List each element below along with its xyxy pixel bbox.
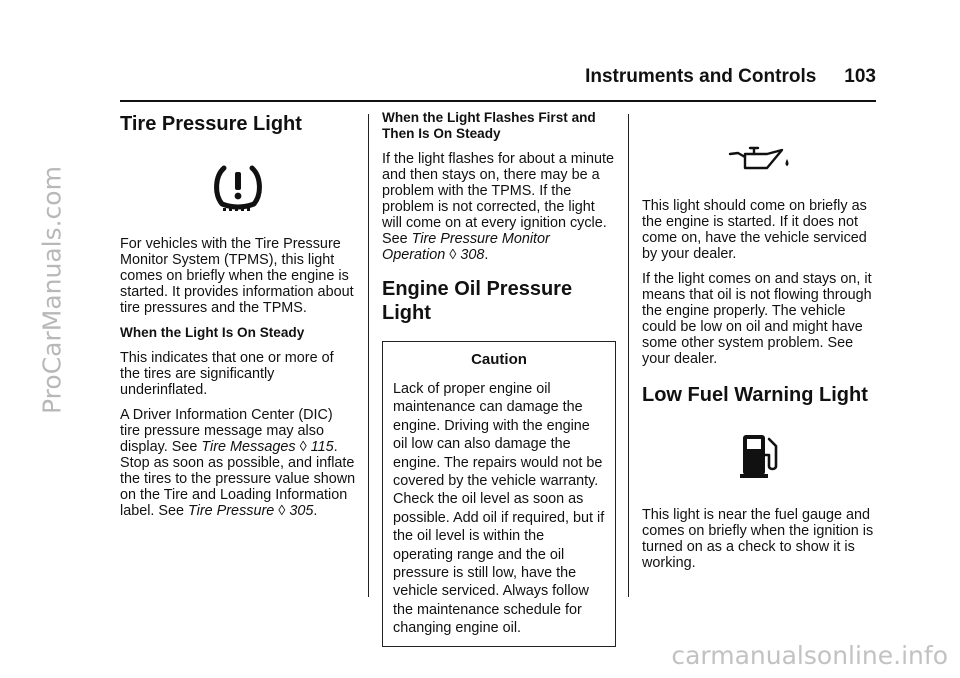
tire-messages-link[interactable]: Tire Messages <box>201 439 296 455</box>
tpms-operation-link[interactable]: Tire Pressure Monitor Operation <box>382 231 550 263</box>
ref-symbol: ◊ <box>449 247 457 263</box>
tire-pressure-icon-wrap <box>120 164 356 212</box>
steady-light-subheading: When the Light Is On Steady <box>120 325 305 340</box>
dic-text-end: . <box>313 503 318 519</box>
column-3 <box>642 110 878 580</box>
oil-light-steady: If the light comes on and stays on, it means that oil is not flowing through the engine properly. The vehicle could be low on oil and might have some other system problem. See your dealer. <box>642 271 872 367</box>
column-1 <box>120 110 356 528</box>
caution-text: Lack of proper engine oil maintenance can damage the engine. Driving with the engine oil low can also damage the engine. The repairs would not be covered by the vehicle warranty. Check the oil level as soon as possible. Add oil if required, but if the oil level is within the operating range and the oil pressure is still low, have the vehicle serviced. Always follow the maintenance schedule for changing engine oil. <box>393 381 605 637</box>
steady-light-text: This indicates that one or more of the tires are significantly underinflated. <box>120 350 334 398</box>
tire-pressure-link[interactable]: Tire Pressure <box>188 503 275 519</box>
bottom-watermark: carmanualsonline.info <box>671 641 948 670</box>
fuel-pump-icon <box>739 433 781 479</box>
page-header <box>120 66 876 88</box>
header-rule <box>120 100 876 102</box>
tpms-operation-page-ref[interactable]: 308 <box>460 247 485 263</box>
flashes-text-end: . <box>484 247 489 263</box>
ref-symbol: ◊ <box>278 503 286 519</box>
page-number: 103 <box>844 66 876 87</box>
section-title: Instruments and Controls <box>585 66 817 87</box>
dic-text-b: . Stop as soon as possible, and inflate the tires to the pressure value shown on the Tire and Loading Information label. See <box>120 439 356 519</box>
column-divider-1 <box>368 114 369 597</box>
column-divider-2 <box>628 114 629 597</box>
oil-icon-wrap <box>642 144 878 172</box>
oil-light-intro: This light should come on briefly as the engine is started. If it does not come on, have the vehicle serviced by your dealer. <box>642 198 867 262</box>
low-fuel-text: This light is near the fuel gauge and comes on briefly when the ignition is turned on as a check to show it is working. <box>642 507 874 571</box>
side-watermark: ProCarManuals.com <box>37 166 67 414</box>
ref-symbol: ◊ <box>299 439 307 455</box>
tire-pressure-intro: For vehicles with the Tire Pressure Monitor System (TPMS), this light comes on briefly when the engine is started. It provides information about tire pressures and the TPMS. <box>120 236 354 316</box>
engine-oil-heading: Engine Oil Pressure Light <box>382 278 573 324</box>
caution-title: Caution <box>471 351 527 368</box>
flashes-text-a: If the light flashes for about a minute and then stays on, there may be a problem with the TPMS. If the problem is not corrected, the light will come on at every ignition cycle. See <box>382 151 614 247</box>
caution-box <box>382 341 616 647</box>
tire-pressure-page-ref[interactable]: 305 <box>289 503 314 519</box>
dic-message-paragraph <box>120 407 356 519</box>
tire-pressure-heading: Tire Pressure Light <box>120 113 302 135</box>
tire-messages-page-ref[interactable]: 115 <box>310 439 334 455</box>
flashes-light-subheading: When the Light Flashes First and Then Is On Steady <box>382 110 596 141</box>
fuel-icon-wrap <box>642 433 878 479</box>
low-fuel-heading: Low Fuel Warning Light <box>642 384 868 406</box>
oil-can-icon <box>727 144 793 172</box>
flashes-light-paragraph <box>382 151 616 263</box>
column-2 <box>382 110 616 647</box>
tire-pressure-warning-icon <box>213 164 263 212</box>
dic-text-a: A Driver Information Center (DIC) tire pressure message may also display. See <box>120 407 333 455</box>
